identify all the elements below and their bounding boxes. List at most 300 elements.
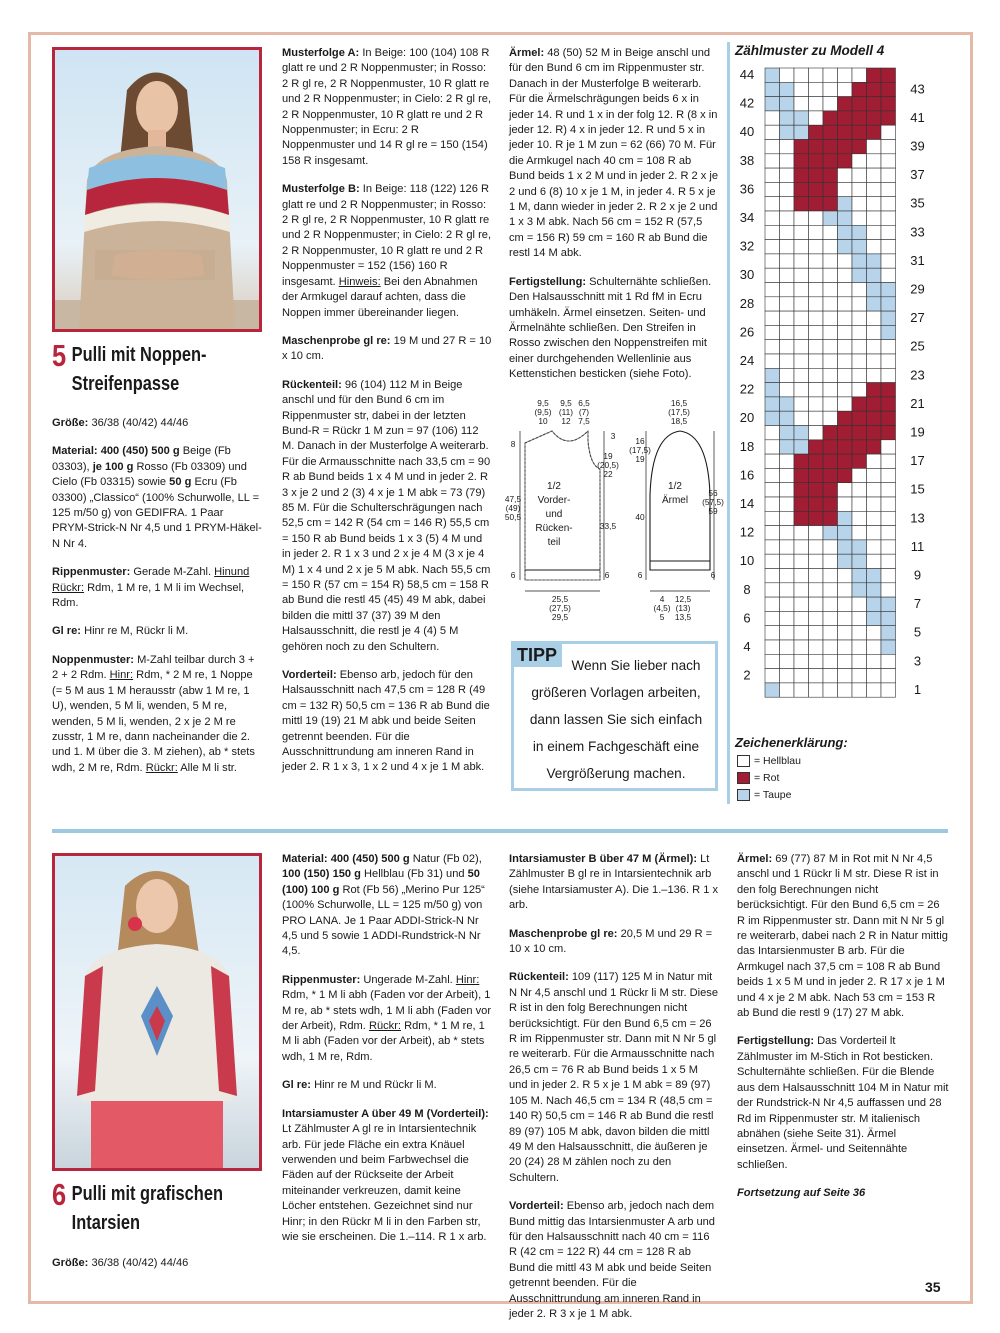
chart-cell (881, 325, 896, 339)
chart-cell (867, 140, 882, 154)
column-divider (727, 42, 730, 804)
chart-cell (823, 397, 838, 411)
chart-cell (809, 540, 824, 554)
chart-cell (765, 426, 780, 440)
model6-number: 6 (52, 1177, 67, 1212)
model5-column2 (282, 46, 492, 776)
chart-cell (794, 240, 809, 254)
chart-row-label-right: 17 (910, 453, 925, 469)
chart-cell (794, 225, 809, 239)
chart-cell (794, 154, 809, 168)
chart-cell (809, 597, 824, 611)
chart-cell (852, 325, 867, 339)
chart-cell (823, 283, 838, 297)
chart-row-label-right: 3 (913, 653, 922, 669)
chart-cell (867, 125, 882, 139)
chart-row-label-right: 39 (910, 138, 925, 154)
chart-cell (809, 569, 824, 583)
legend-item-rot: = Rot (737, 771, 779, 785)
chart-cell (838, 611, 853, 625)
knitting-chart (735, 60, 925, 715)
chart-cell (867, 297, 882, 311)
chart-row-label-left: 14 (739, 496, 755, 511)
chart-cell (794, 611, 809, 625)
model5-material: Material: 400 (450) 500 g Beige (Fb 03303), je 100 g Rosso (Fb 03309) und Cielo (Fb 03315) sowie 50 g Ecru (Fb 03300) „Classico“ (100% Schurwolle, LL = 125 m/50 g) von GEDIFRA. 1 Paar PRYM-Strick-N Nr 4,5 und 1 PRYM-Häkel-N Nr 4. (52, 445, 262, 550)
chart-cell (881, 197, 896, 211)
chart-cell (794, 97, 809, 111)
chart-cell (765, 440, 780, 454)
chart-cell (809, 411, 824, 425)
chart-cell (852, 82, 867, 96)
chart-cell (780, 254, 795, 268)
chart-cell (852, 225, 867, 239)
chart-cell (867, 225, 882, 239)
chart-cell (881, 354, 896, 368)
schem-body-label-3: und (545, 509, 563, 520)
chart-cell (765, 368, 780, 382)
chart-cell (780, 97, 795, 111)
chart-cell (867, 426, 882, 440)
model5-column1 (52, 416, 262, 776)
chart-cell (780, 411, 795, 425)
chart-cell (823, 569, 838, 583)
chart-cell (838, 640, 853, 654)
chart-cell (823, 654, 838, 668)
chart-cell (809, 611, 824, 625)
chart-cell (765, 68, 780, 82)
chart-cell (867, 554, 882, 568)
chart-cell (838, 297, 853, 311)
chart-cell (809, 325, 824, 339)
chart-cell (881, 111, 896, 125)
model5-schematic (500, 395, 725, 630)
chart-cell (809, 68, 824, 82)
chart-cell (823, 68, 838, 82)
model5-rueckenteil: Rückenteil: 96 (104) 112 M in Beige anschl und für den Bund 6 cm im Rippenmuster str, dabei in der letzten Bund-R = Rückr 1 M zun = 97 (106) 112 M. Danach in der Musterfolge A weiterarb. Für die Armausschnitte nach 33,5 cm = 90 R ab Bund beids 1 x 4 M und in jeder 2. R 3 x je 2 und 2 (3) 4 x je 1 M abk = 73 (79) 85 M. Für die Schulterschrägungen nach 52,5 cm = 142 R (54 cm = 146 R) 55,5 cm = 150 R ab Bund beids 1 x 3 (5) 4 M und in jeder 2. R 1 x 3 und 2 x je 4 M (3 x je 4 M) 1 x 4 und 2 x je 5 M abk. Nach 55,5 cm = 150 R (57 cm = 154 R) 58,5 cm = 158 R ab Bund die restl 45 (45) 49 M abk, dabei bilden die mittl 37 (37) 39 M den Halsausschnitt, die restl je 4 (4) 5 M gehören noch zu den Schultern. (282, 378, 491, 653)
chart-cell (794, 640, 809, 654)
chart-cell (809, 368, 824, 382)
chart-cell (867, 383, 882, 397)
chart-cell (881, 182, 896, 196)
chart-cell (780, 340, 795, 354)
chart-cell (780, 125, 795, 139)
chart-cell (794, 426, 809, 440)
chart-cell (881, 669, 896, 683)
chart-cell (823, 454, 838, 468)
chart-cell (794, 254, 809, 268)
chart-cell (780, 654, 795, 668)
chart-cell (838, 368, 853, 382)
schem-sleeve-bottom-right-3: 13,5 (674, 612, 692, 622)
chart-cell (823, 583, 838, 597)
chart-cell (765, 597, 780, 611)
chart-cell (852, 526, 867, 540)
chart-cell (838, 154, 853, 168)
chart-cell (823, 97, 838, 111)
chart-cell (809, 97, 824, 111)
chart-cell (765, 483, 780, 497)
chart-row-label-left: 6 (743, 610, 751, 626)
chart-cell (780, 440, 795, 454)
chart-row-label-right: 27 (910, 310, 925, 326)
chart-cell (867, 340, 882, 354)
chart-cell (809, 483, 824, 497)
chart-cell (852, 654, 867, 668)
chart-row-label-left: 30 (739, 267, 755, 283)
chart-cell (881, 383, 896, 397)
chart-cell (852, 597, 867, 611)
chart-cell (867, 197, 882, 211)
model6-glre: Gl re: Hinr re M und Rückr li M. (282, 1079, 437, 1092)
chart-cell (780, 140, 795, 154)
chart-cell (823, 125, 838, 139)
chart-cell (852, 426, 867, 440)
chart-cell (765, 411, 780, 425)
chart-cell (794, 411, 809, 425)
chart-row-label-right: 35 (910, 195, 925, 211)
chart-cell (823, 225, 838, 239)
chart-cell (852, 154, 867, 168)
chart-cell (823, 82, 838, 96)
chart-row-label-right: 15 (910, 481, 925, 497)
chart-row-label-right: 33 (910, 224, 925, 240)
chart-cell (867, 454, 882, 468)
chart-cell (867, 597, 882, 611)
tip-line-4: in einem Fachgeschäft eine (532, 739, 700, 754)
schem-sleeve-bottom-left-1: 4 (659, 594, 665, 604)
schem-sleeve-bottom-left-2: (4,5) (653, 603, 671, 613)
chart-cell (867, 182, 882, 196)
schem-body-armhole-3: 22 (603, 469, 613, 479)
chart-cell (794, 368, 809, 382)
schem-body-label-1: 1/2 (547, 481, 561, 492)
chart-cell (794, 526, 809, 540)
chart-cell (794, 654, 809, 668)
chart-cell (794, 669, 809, 683)
chart-cell (780, 297, 795, 311)
model6-aermel: Ärmel: 69 (77) 87 M in Rot mit N Nr 4,5 anschl und 1 Rückr li M str. Diese R ist in den folg Berechnungen nicht berücksichtigt. Für den Bund 6,5 cm = 26 R im Rippenmuster str. Dann mit N Nr 5 gl re weiterarb, dabei nach 2 R in Natur mittig das Intarsienmuster B arb. Für die Armkugel nach 37,5 cm = 108 R ab Bund beids 1 x 5 M und in jeder 2. R 17 x je 1 M und 4 x je 2 M abk. Nach 53 cm = 153 R ab Bund die restl 9 (17) 27 M abk. (737, 853, 948, 1020)
chart-cell (809, 154, 824, 168)
chart-cell (867, 97, 882, 111)
chart-cell (780, 468, 795, 482)
chart-cell (838, 554, 853, 568)
schem-body-label-2: Vorder- (537, 495, 571, 506)
chart-row-label-left: 42 (739, 95, 755, 111)
chart-row-label-left: 2 (743, 667, 751, 683)
chart-cell (780, 497, 795, 511)
chart-cell (838, 511, 853, 525)
chart-cell (809, 168, 824, 182)
chart-cell (852, 683, 867, 697)
chart-cell (765, 97, 780, 111)
chart-cell (765, 140, 780, 154)
chart-row-label-right: 37 (910, 167, 925, 183)
chart-cell (852, 454, 867, 468)
chart-row-label-left: 18 (739, 438, 755, 454)
schem-sleeve-label-2: Ärmel (661, 495, 689, 506)
chart-cell (823, 411, 838, 425)
chart-cell (809, 626, 824, 640)
chart-cell (780, 569, 795, 583)
schem-body-left-side-2: (49) (505, 503, 521, 513)
chart-cell (780, 511, 795, 525)
chart-cell (838, 197, 853, 211)
model5-photo (52, 47, 262, 332)
chart-cell (765, 397, 780, 411)
chart-cell (823, 368, 838, 382)
chart-cell (794, 511, 809, 525)
chart-cell (881, 569, 896, 583)
chart-cell (780, 283, 795, 297)
chart-cell (838, 540, 853, 554)
chart-cell (881, 411, 896, 425)
chart-cell (867, 368, 882, 382)
chart-cell (809, 426, 824, 440)
chart-cell (809, 111, 824, 125)
chart-cell (780, 311, 795, 325)
chart-cell (838, 497, 853, 511)
chart-cell (852, 354, 867, 368)
chart-cell (838, 225, 853, 239)
chart-cell (765, 626, 780, 640)
chart-cell (780, 268, 795, 282)
schem-sleeve-cap-2: (17,5) (629, 445, 651, 455)
chart-cell (881, 297, 896, 311)
schem-body-armhole-2: (20,5) (597, 460, 619, 470)
schem-sleeve-rib-left: 6 (637, 570, 643, 580)
chart-cell (765, 125, 780, 139)
chart-row-label-left: 24 (739, 353, 755, 368)
chart-cell (809, 297, 824, 311)
chart-cell (765, 468, 780, 482)
chart-cell (838, 182, 853, 196)
chart-cell (838, 454, 853, 468)
chart-row-label-left: 22 (739, 381, 755, 397)
chart-cell (867, 569, 882, 583)
chart-cell (881, 554, 896, 568)
chart-cell (809, 82, 824, 96)
chart-cell (794, 440, 809, 454)
chart-cell (765, 225, 780, 239)
chart-cell (838, 426, 853, 440)
chart-row-label-left: 28 (739, 295, 755, 311)
tip-line-2: größeren Vorlagen arbeiten, (531, 685, 701, 700)
chart-cell (867, 397, 882, 411)
chart-cell (852, 468, 867, 482)
chart-cell (867, 254, 882, 268)
chart-cell (838, 669, 853, 683)
schem-sleeve-top-2: (17,5) (668, 407, 690, 417)
chart-cell (867, 211, 882, 225)
model6-column4 (737, 852, 949, 1202)
chart-cell (881, 368, 896, 382)
tip-text (514, 652, 718, 787)
model6-photo (52, 853, 262, 1171)
chart-cell (780, 240, 795, 254)
chart-row-label-right: 7 (913, 596, 922, 612)
chart-cell (852, 97, 867, 111)
chart-cell (852, 368, 867, 382)
chart-cell (867, 483, 882, 497)
chart-cell (780, 368, 795, 382)
schem-sleeve-cap-1: 16 (635, 436, 645, 446)
chart-row-label-right: 19 (910, 424, 925, 440)
schem-body-top-mid-3: 12 (561, 416, 571, 426)
model6-rueckenteil: Rückenteil: 109 (117) 125 M in Natur mit N Nr 4,5 anschl und 1 Rückr li M str. Diese R ist in den folg Berechnungen nicht berücksichtigt. Für den Bund 6,5 cm = 26 R im Rippenmuster str. Dann mit N Nr 5 gl re weiterarb. Für die Armausschnitte nach 26,5 cm = 76 R ab Bund beids 1 x 5 M und in jeder 2. R 5 x je 1 M abk = 89 (97) 105 M. Nach 46,5 cm = 134 R (48,5 cm = 140 R) 50,5 cm = 146 R ab Bund die restl 89 (97) 105 M abk, davon bilden die mittl 49 M den Halsausschnitt, die äußeren je 20 (24) 28 M zählen noch zu den Schultern. (509, 971, 719, 1184)
chart-cell (852, 168, 867, 182)
model6-title-line2: Intarsien (71, 1212, 141, 1234)
chart-cell (838, 526, 853, 540)
chart-cell (881, 311, 896, 325)
chart-cell (881, 497, 896, 511)
chart-cell (765, 640, 780, 654)
schem-body-armhole-1: 19 (603, 451, 613, 461)
legend-title: Zeichenerklärung: (735, 735, 848, 750)
model6-material: Material: 400 (450) 500 g Natur (Fb 02), 100 (150) 150 g Hellblau (Fb 31) und 50 (100) 100 g Rot (Fb 56) „Merino Pur 125“ (100% Schurwolle, LL = 125 m/50 g) von PRO LANA. Je 1 Paar ADDI-Strick-N Nr 4,5 und 5 sowie 1 ADDI-Rundstrick-N Nr 4,5. (282, 853, 485, 958)
chart-cell (809, 454, 824, 468)
chart-row-label-left: 16 (739, 467, 755, 483)
schem-body-label-5: teil (547, 537, 561, 548)
chart-cell (780, 526, 795, 540)
chart-cell (881, 168, 896, 182)
chart-cell (765, 354, 780, 368)
chart-cell (765, 654, 780, 668)
chart-cell (780, 68, 795, 82)
chart-cell (852, 111, 867, 125)
chart-cell (780, 168, 795, 182)
chart-cell (809, 654, 824, 668)
chart-cell (794, 569, 809, 583)
model5-groesse: Größe: 36/38 (40/42) 44/46 (52, 417, 189, 429)
chart-cell (881, 340, 896, 354)
model6-fortsetzung[interactable]: Fortsetzung auf Seite 36 (737, 1187, 866, 1200)
chart-cell (823, 354, 838, 368)
chart-cell (780, 626, 795, 640)
chart-cell (852, 268, 867, 282)
schem-body-left-side-1: 47,5 (504, 494, 522, 504)
chart-cell (867, 583, 882, 597)
chart-cell (765, 211, 780, 225)
chart-cell (823, 325, 838, 339)
chart-cell (823, 554, 838, 568)
chart-cell (794, 283, 809, 297)
schem-sleeve-rib-right: 6 (710, 570, 716, 580)
chart-cell (867, 468, 882, 482)
chart-cell (852, 254, 867, 268)
model6-column2 (282, 852, 492, 1245)
chart-cell (809, 311, 824, 325)
chart-cell (823, 383, 838, 397)
chart-cell (838, 468, 853, 482)
schem-body-left-top: 8 (510, 439, 516, 449)
chart-cell (794, 268, 809, 282)
chart-cell (823, 297, 838, 311)
chart-cell (823, 254, 838, 268)
chart-cell (838, 654, 853, 668)
chart-cell (838, 68, 853, 82)
chart-cell (780, 225, 795, 239)
chart-cell (765, 168, 780, 182)
chart-cell (794, 454, 809, 468)
chart-row-label-left: 26 (739, 324, 755, 340)
chart-cell (794, 140, 809, 154)
schem-body-top-mid-2: (11) (558, 407, 574, 417)
chart-cell (809, 197, 824, 211)
chart-cell (823, 197, 838, 211)
chart-cell (881, 597, 896, 611)
chart-row-label-left: 36 (739, 181, 755, 197)
schem-body-center: 33,5 (599, 521, 617, 531)
chart-cell (852, 68, 867, 82)
chart-cell (852, 669, 867, 683)
model5-glre: Gl re: Hinr re M, Rückr li M. (52, 625, 189, 638)
model5-aermel: Ärmel: 48 (50) 52 M in Beige anschl und für den Bund 6 cm im Rippenmuster str. Danach in der Musterfolge B weiterarb. Für die Ärmelschrägungen beids 6 x in jeder 14. R und 1 x in der folg 12. R (8 x in jeder 12. R) 4 x in jeder 12. R und 5 x in jeder 10. R je 1 M zun = 62 (66) 70 M. Für die Armkugel nach 40 cm = 108 R ab Bund beids 1 x 2 M und in jeder 2. R 2 x je 2 und 6 (8) 10 x je 1 M, in jeder 4. R 5 x je 1 M, dann wieder in jeder 2. R 2 x je 2 und 1 x 3 M abk. Nach 56 cm = 152 R (57,5 cm = 156 R) 59 cm = 160 R ab Bund die restl 14 M abk. (509, 47, 719, 260)
chart-cell (809, 240, 824, 254)
chart-cell (881, 640, 896, 654)
chart-cell (881, 611, 896, 625)
chart-cell (867, 497, 882, 511)
chart-cell (809, 254, 824, 268)
chart-row-label-right: 13 (910, 510, 925, 526)
chart-cell (780, 426, 795, 440)
model6-fertigstellung: Fertigstellung: Das Vorderteil lt Zählmuster im M-Stich in Rot besticken. Schulternähte schließen. Für die Blende aus dem Halsausschnitt 104 M in Natur mit der Rundstrick-N Nr 4,5 auffassen und 28 Rd im Rippenmuster str. M italienisch abnähen (siehe Seite 31). Ärmel einsetzen. Ärmel- und Seitennähte schließen. (737, 1035, 949, 1171)
model6-rippenmuster: Rippenmuster: Ungerade M-Zahl. Hinr: Rdm, * 1 M li abh (Faden vor der Arbeit), 1 M re, ab * stets wdh, 1 M li abh (Faden vor der Arbeit), Rdm. Rückr: Rdm, * 1 M re, 1 M li abh (Faden vor der Arbeit), ab * stets wdh, 1 M re, Rdm. (282, 973, 492, 1063)
chart-cell (809, 440, 824, 454)
chart-cell (867, 540, 882, 554)
tip-line-1: Wenn Sie lieber nach (571, 658, 701, 673)
schem-sleeve-top-3: 18,5 (670, 416, 688, 426)
schem-body-top-left-1: 9,5 (537, 398, 549, 408)
schem-sleeve-body-len: 40 (635, 512, 645, 522)
schem-body-bottom-2: (27,5) (549, 603, 571, 613)
chart-cell (852, 540, 867, 554)
chart-cell (794, 297, 809, 311)
schem-body-top-right-2: (7) (578, 407, 590, 417)
chart-cell (794, 583, 809, 597)
chart-cell (838, 97, 853, 111)
chart-cell (780, 554, 795, 568)
schem-body-bottom-1: 25,5 (551, 594, 569, 604)
chart-cell (823, 540, 838, 554)
model5-noppenmuster: Noppenmuster: M-Zahl teilbar durch 3 + 2 + 2 Rdm. Hinr: Rdm, * 2 M re, 1 Noppe (= 5 M aus 1 M herausstr (abw 1 M re, 1 U), wenden, 5 M li, wenden, 5 M re, wenden, 5 M li, wenden, 2 x je 2 M re zusstr, 1 M re, dann nacheinander die 2. und 1. M über die 3. M ziehen), ab * stets wdh, 2 M re, Rdm. Rückr: Alle M li str. (52, 653, 255, 774)
model5-rippenmuster: Rippenmuster: Gerade M-Zahl. Hinund Rückr: Rdm, 1 M re, 1 M li im Wechsel, Rdm. (52, 566, 250, 610)
chart-row-label-right: 25 (910, 338, 925, 354)
chart-cell (881, 283, 896, 297)
chart-cell (852, 211, 867, 225)
chart-cell (852, 283, 867, 297)
chart-cell (881, 426, 896, 440)
chart-cell (794, 483, 809, 497)
chart-cell (765, 669, 780, 683)
schem-body-left-side-3: 50,5 (504, 512, 522, 522)
section-divider (52, 829, 948, 833)
chart-cell (765, 82, 780, 96)
chart-row-label-right: 41 (910, 109, 925, 125)
chart-cell (867, 669, 882, 683)
chart-cell (881, 526, 896, 540)
chart-cell (794, 182, 809, 196)
chart-row-label-left: 40 (739, 124, 755, 140)
chart-row-label-right: 1 (913, 681, 922, 697)
legend-swatch-hellblau (737, 755, 750, 767)
schem-sleeve-bottom-left-3: 5 (659, 612, 665, 622)
chart-cell (809, 283, 824, 297)
chart-cell (881, 211, 896, 225)
chart-cell (794, 325, 809, 339)
chart-cell (765, 554, 780, 568)
chart-cell (780, 383, 795, 397)
chart-cell (852, 311, 867, 325)
